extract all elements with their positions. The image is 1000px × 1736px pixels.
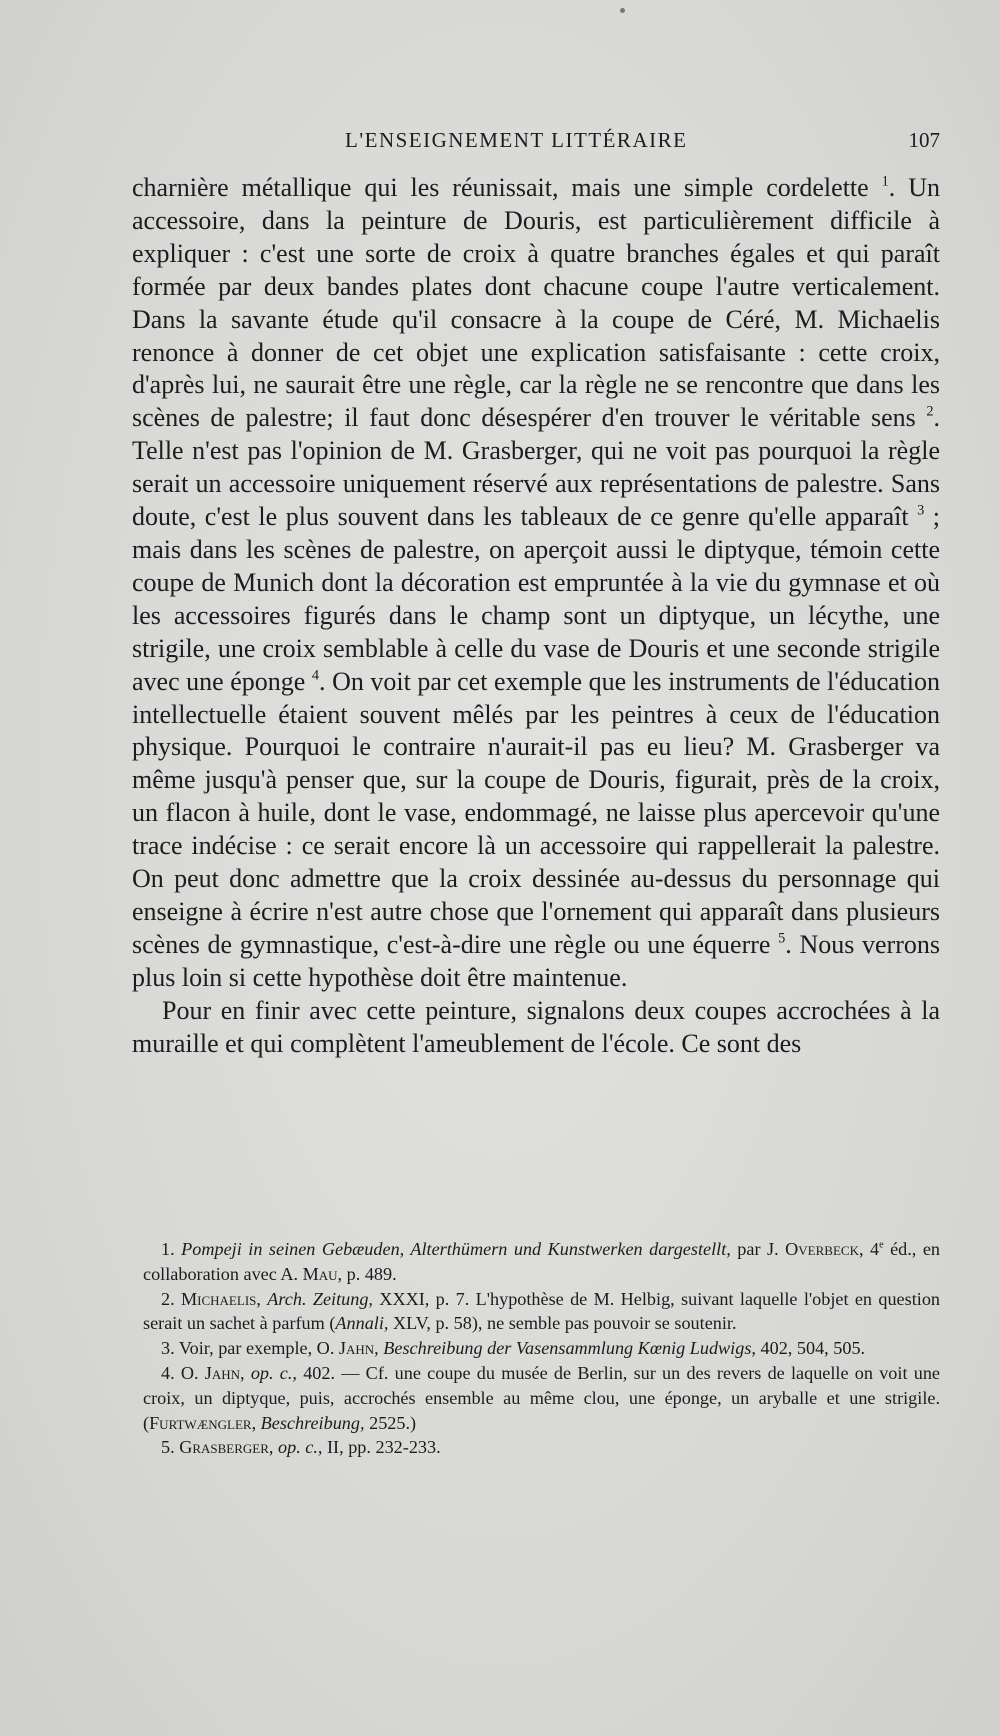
page-number: 107: [908, 128, 940, 152]
running-header: [130, 128, 940, 158]
text-run: . Nous verrons plus loin si cette hypothèse doit être maintenue.: [132, 929, 940, 992]
text-run: ,: [268, 1437, 278, 1458]
author-name: Overbeck: [785, 1239, 859, 1259]
text-run: par J.: [730, 1239, 786, 1259]
author-name: Furtwængler: [149, 1412, 252, 1433]
footnote: [143, 1361, 940, 1435]
text-run: XLV, p. 58), ne semble pas pouvoir se soutenir.: [388, 1313, 737, 1334]
text-run: éd., en collaboration avec A.: [143, 1239, 941, 1284]
author-name: Jahn: [204, 1362, 241, 1383]
text-run: , p. 489.: [337, 1263, 397, 1284]
body-text: [132, 172, 940, 1060]
footnote-ref: 1: [881, 173, 889, 190]
author-name: Michaelis: [180, 1288, 257, 1309]
footnote: [143, 1287, 940, 1337]
footnote: [143, 1237, 940, 1287]
italic-title: op. c.,: [278, 1437, 323, 1458]
text-run: Pour en finir avec cette peinture, signalons deux coupes accrochées à la muraille et qui complètent l'ameublement de l'école. Ce sont des: [132, 995, 940, 1058]
italic-title: op. c.,: [250, 1362, 297, 1383]
italic-title: Annali,: [335, 1313, 389, 1334]
text-run: 4. O.: [161, 1362, 205, 1383]
footnote: [143, 1336, 940, 1361]
text-run: ,: [374, 1338, 384, 1359]
text-run: . On voit par cet exemple que les instruments de l'éducation intellectuelle étaient souvent mêlés par les peintres à ceux de l'éducation physique. Pourquoi le contraire n'aurait-il pas eu lieu? M. Grasberger va même jusqu'à penser que, sur la coupe de Douris, figurait, près de la croix, un flacon à huile, dont le vase, endommagé, ne laisse plus apercevoir qu'une trace indécise : ce serait encore là un accessoire qui rappellerait la palestre. On peut donc admettre que la croix dessinée au-dessus du personnage qui enseigne à écrire n'est autre chose que l'ornement qui apparaît dans plusieurs scènes de gymnastique, c'est-à-dire une règle ou une équerre: [132, 666, 940, 959]
text-run: ,: [256, 1288, 268, 1309]
text-run: II, pp. 232-233.: [322, 1437, 441, 1458]
paragraph: [132, 172, 940, 995]
author-name: Mau: [302, 1263, 338, 1284]
footnote-ref: 4: [311, 666, 320, 683]
text-run: 5.: [161, 1437, 180, 1458]
footnotes: [143, 1237, 940, 1460]
paragraph: [132, 995, 940, 1061]
footnote-ref: 5: [778, 930, 786, 947]
running-title: L'ENSEIGNEMENT LITTÉRAIRE: [345, 128, 688, 152]
text-run: ,: [251, 1412, 261, 1433]
text-run: ,: [240, 1362, 251, 1383]
footnote: [143, 1435, 940, 1460]
text-run: 2.: [161, 1288, 181, 1309]
text-run: 402, 504, 505.: [755, 1338, 866, 1359]
italic-title: Arch. Zeitung,: [267, 1288, 373, 1309]
text-run: , 4: [858, 1239, 880, 1259]
text-run: . Un accessoire, dans la peinture de Douris, est particulièrement difficile à expliquer : c'est une sorte de croix à quatre branches égales et qui paraît formée par deux bandes plates dont chacune coupe l'autre verticalement. Dans la savante étude qu'il consacre à la coupe de Céré, M. Michaelis renonce à donner de cet objet une explication satisfaisante : cette croix, d'après lui, ne saurait être une règle, car la règle ne se rencontre que dans les scènes de palestre; il faut donc désespérer d'en trouver le véritable sens: [132, 173, 940, 433]
text-run: ; mais dans les scènes de palestre, on aperçoit aussi le diptyque, témoin cette coupe de Munich dont la décoration est empruntée à la vie du gymnase et où les accessoires figurés dans le champ sont un diptyque, un lécythe, une strigile, une croix semblable à celle du vase de Douris et une seconde strigile avec une éponge: [132, 502, 940, 696]
text-run: 3. Voir, par exemple, O.: [161, 1338, 339, 1359]
italic-title: Pompeji in seinen Gebæuden, Alterthümern und Kunstwerken dargestellt,: [181, 1239, 731, 1259]
text-run: 1.: [161, 1239, 182, 1259]
footnote-ref: 3: [917, 502, 925, 519]
author-name: Grasberger: [179, 1437, 269, 1458]
text-run: 402. — Cf. une coupe du musée de Berlin, sur un des revers de laquelle on voit une croix, un diptyque, puis, accrochés ensemble au même clou, une éponge, un aryballe et une strigile. (: [143, 1362, 940, 1433]
text-run: charnière métallique qui les réunissait, mais une simple cordelette: [132, 173, 882, 202]
italic-title: Beschreibung,: [260, 1412, 365, 1433]
text-run: . Telle n'est pas l'opinion de M. Grasberger, qui ne voit pas pourquoi la règle serait un accessoire uniquement réservé aux représentations de palestre. Sans doute, c'est le plus souvent dans les tableaux de ce genre qu'elle apparaît: [132, 403, 940, 532]
italic-title: Beschreibung der Vasensammlung Kœnig Ludwigs,: [383, 1338, 756, 1359]
ink-speck: [620, 8, 625, 13]
text-run: XXXI, p. 7. L'hypothèse de M. Helbig, suivant laquelle l'objet en question serait un sachet à parfum (: [143, 1288, 941, 1334]
footnote-ref: 2: [926, 403, 934, 420]
footnote-ref: e: [879, 1239, 884, 1251]
text-run: 2525.): [364, 1412, 417, 1433]
author-name: Jahn: [338, 1338, 375, 1359]
